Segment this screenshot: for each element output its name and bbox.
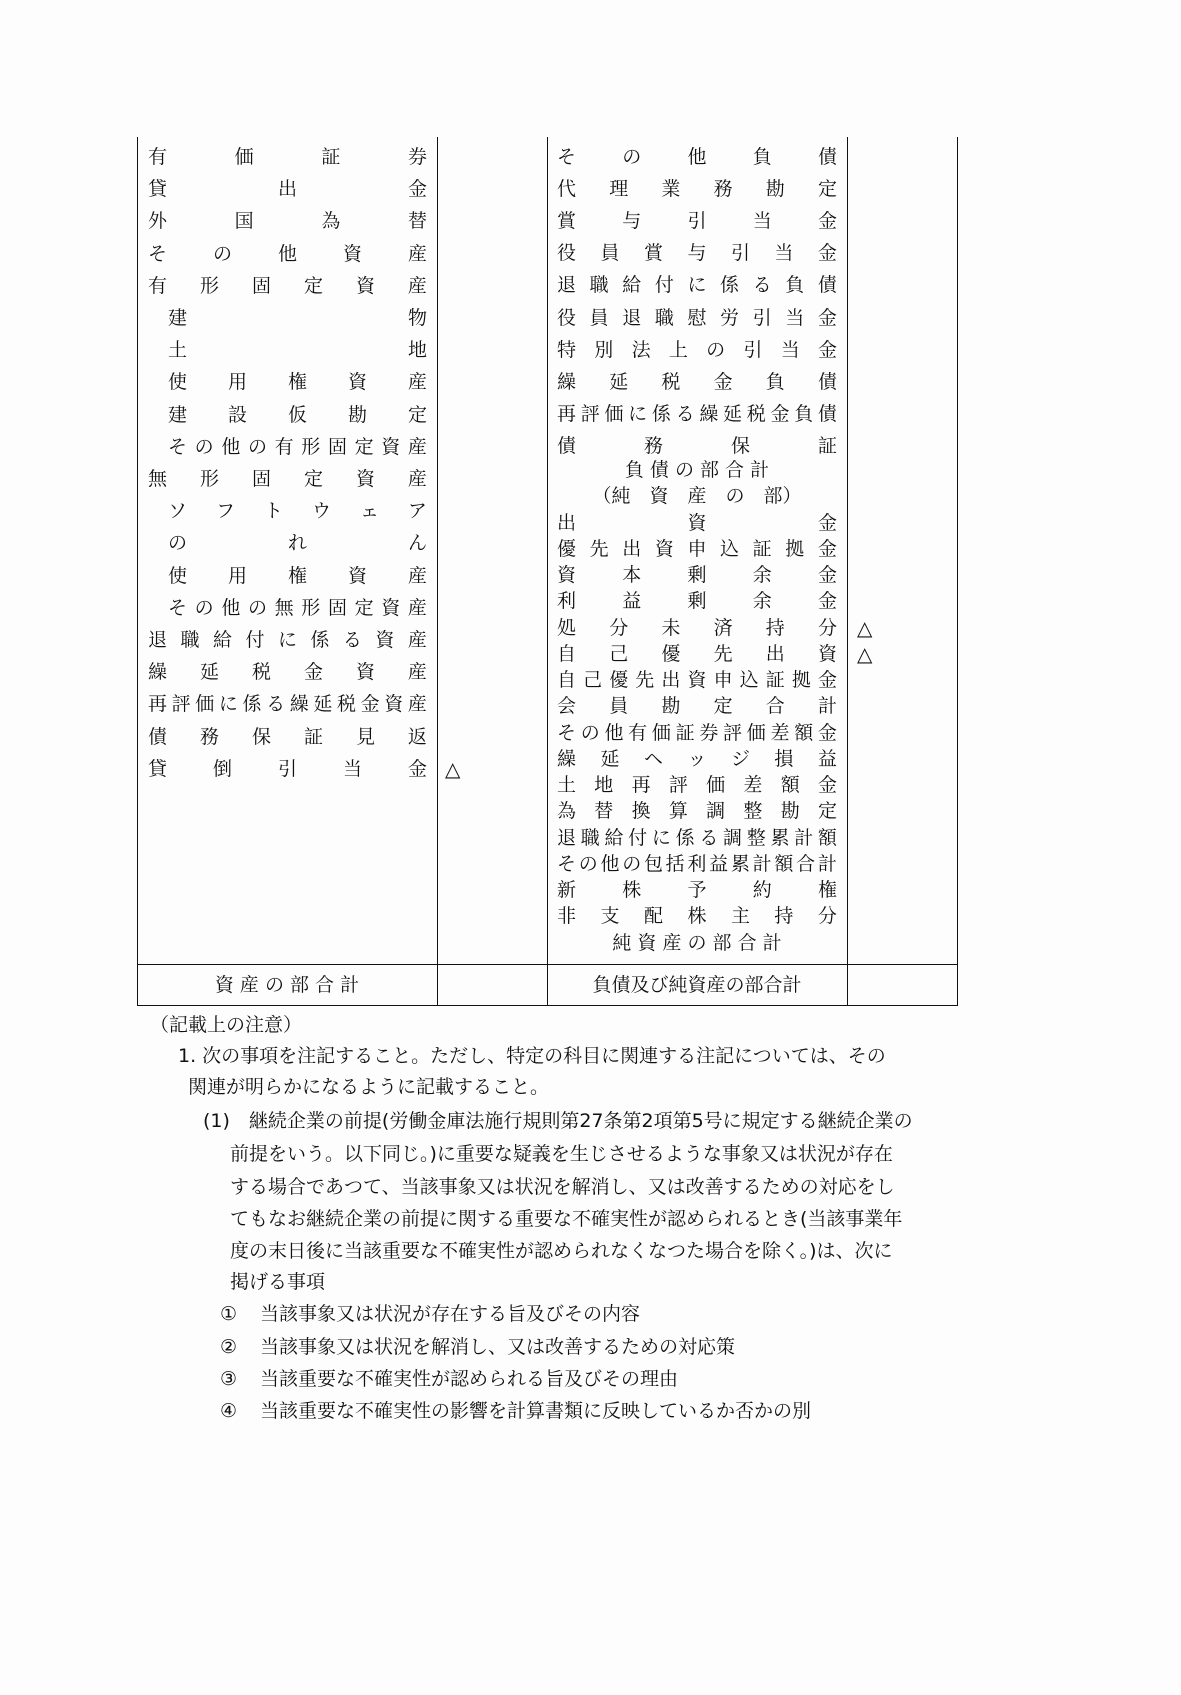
liability-row: 出 資 金 <box>557 512 837 534</box>
asset-row: 退 職 給 付 に 係 る 資 産 <box>148 629 427 651</box>
circled-item-2-text: 当該事象又は状況を解消し、又は改善するための対応策 <box>260 1336 736 1358</box>
liability-row: 資 本 剰 余 金 <box>557 564 837 586</box>
circled-item-1-text: 当該事象又は状況が存在する旨及びその内容 <box>260 1303 641 1325</box>
circled-item-4-mark: ④ <box>220 1400 238 1422</box>
asset-row: 貸 倒 引 当 金 <box>148 758 427 780</box>
asset-row: 土 地 <box>168 339 427 361</box>
liability-row: 負 債 の 部 合 計 <box>624 459 770 481</box>
liability-row: 退 職 給 付 に 係 る 負 債 <box>557 274 837 296</box>
liability-row: 自 己 優 先 出 資 <box>557 643 837 665</box>
liability-row: 役 員 退 職 慰 労 引 当 金 <box>557 307 837 329</box>
table-bottom-border <box>137 1005 958 1006</box>
asset-row: 建 物 <box>168 307 427 329</box>
asset-row: そ の 他 資 産 <box>148 243 427 265</box>
table-border-right <box>957 137 958 1006</box>
table-border-left <box>137 137 138 1006</box>
liability-row: （純 資 産 の 部） <box>592 485 802 507</box>
asset-row: 無 形 固 定 資 産 <box>148 468 427 490</box>
liability-row: 優 先 出 資 申 込 証 拠 金 <box>557 538 837 560</box>
circled-item-3-text: 当該重要な不確実性が認められる旨及びその理由 <box>260 1368 679 1390</box>
asset-row: そ の 他 の 有 形 固 定 資 産 <box>168 436 427 458</box>
liability-row: 繰 延 税 金 負 債 <box>557 371 837 393</box>
asset-row: 再 評 価 に 係 る 繰 延 税 金 資 産 <box>148 693 427 715</box>
note-1-1-line-3: する場合であつて、当該事象又は状況を解消し、又は改善するための対応をし <box>230 1176 895 1198</box>
liability-row: 賞 与 引 当 金 <box>557 210 837 232</box>
asset-row: 使 用 権 資 産 <box>168 371 427 393</box>
circled-item-4-text: 当該重要な不確実性の影響を計算書類に反映しているか否かの別 <box>260 1400 812 1422</box>
negative-mark-icon: △ <box>857 616 873 640</box>
note-1-line-1: 1. 次の事項を注記すること。ただし、特定の科目に関連する注記については、その <box>178 1045 886 1067</box>
negative-mark-icon: △ <box>445 757 461 781</box>
asset-row: 繰 延 税 金 資 産 <box>148 661 427 683</box>
liability-row: 新 株 予 約 権 <box>557 879 837 901</box>
asset-row: 使 用 権 資 産 <box>168 565 427 587</box>
liability-row: 非 支 配 株 主 持 分 <box>557 905 837 927</box>
table-border-col4 <box>847 137 848 1006</box>
liability-row: そ の 他 有 価 証 券 評 価 差 額 金 <box>557 722 837 744</box>
liability-row: そ の 他 負 債 <box>557 146 837 168</box>
circled-item-2-mark: ② <box>220 1336 238 1358</box>
liabilities-net-assets-total-label: 負債及び純資産の部合計 <box>592 974 802 996</box>
liability-row: 役 員 賞 与 引 当 金 <box>557 242 837 264</box>
liability-row: 退 職 給 付 に 係 る 調 整 累 計 額 <box>557 827 837 849</box>
note-1-1-line-2: 前提をいう。以下同じ。)に重要な疑義を生じさせるような事象又は状況が存在 <box>230 1143 893 1165</box>
liability-row: 再 評 価 に 係 る 繰 延 税 金 負 債 <box>557 403 837 425</box>
asset-row: 建 設 仮 勘 定 <box>168 404 427 426</box>
note-1-1-line-5: 度の末日後に当該重要な不確実性が認められなくなつた場合を除く。)は、次に <box>230 1240 893 1262</box>
note-1-line-2: 関連が明らかになるように記載すること。 <box>188 1076 550 1098</box>
negative-mark-icon: △ <box>857 642 873 666</box>
asset-row: そ の 他 の 無 形 固 定 資 産 <box>168 597 427 619</box>
liability-row: そ の 他 の 包 括 利 益 累 計 額 合 計 <box>557 853 837 875</box>
note-1-1-line-1: (1) 継続企業の前提(労働金庫法施行規則第27条第2項第5号に規定する継続企業の <box>203 1110 913 1132</box>
liability-row: 処 分 未 済 持 分 <box>557 617 837 639</box>
asset-row: ソ フ ト ウ ェ ア <box>168 500 427 522</box>
assets-total-label: 資 産 の 部 合 計 <box>214 974 360 996</box>
liability-row: 為 替 換 算 調 整 勘 定 <box>557 800 837 822</box>
liability-row: 代 理 業 務 勘 定 <box>557 178 837 200</box>
table-border-col3 <box>547 137 548 1006</box>
liability-row: 土 地 再 評 価 差 額 金 <box>557 774 837 796</box>
liability-row: 純 資 産 の 部 合 計 <box>612 932 782 954</box>
liability-row: 債 務 保 証 <box>557 435 837 457</box>
note-1-1-line-6: 掲げる事項 <box>230 1271 326 1293</box>
liability-row: 繰 延 ヘ ッ ジ 損 益 <box>557 748 837 770</box>
liability-row: 特 別 法 上 の 引 当 金 <box>557 339 837 361</box>
asset-row: 債 務 保 証 見 返 <box>148 726 427 748</box>
liability-row: 自 己 優 先 出 資 申 込 証 拠 金 <box>557 669 837 691</box>
asset-row: の れ ん <box>168 532 427 554</box>
liability-row: 会 員 勘 定 合 計 <box>557 695 837 717</box>
asset-row: 外 国 為 替 <box>148 210 427 232</box>
asset-row: 有 価 証 券 <box>148 146 427 168</box>
notes-heading: （記載上の注意） <box>150 1014 303 1036</box>
asset-row: 有 形 固 定 資 産 <box>148 275 427 297</box>
circled-item-1-mark: ① <box>220 1303 238 1325</box>
liability-row: 利 益 剰 余 金 <box>557 590 837 612</box>
asset-row: 貸 出 金 <box>148 178 427 200</box>
note-1-1-line-4: てもなお継続企業の前提に関する重要な不確実性が認められるとき(当該事業年 <box>230 1208 903 1230</box>
circled-item-3-mark: ③ <box>220 1368 238 1390</box>
table-border-col2 <box>437 137 438 1006</box>
table-total-row-top <box>137 964 958 965</box>
